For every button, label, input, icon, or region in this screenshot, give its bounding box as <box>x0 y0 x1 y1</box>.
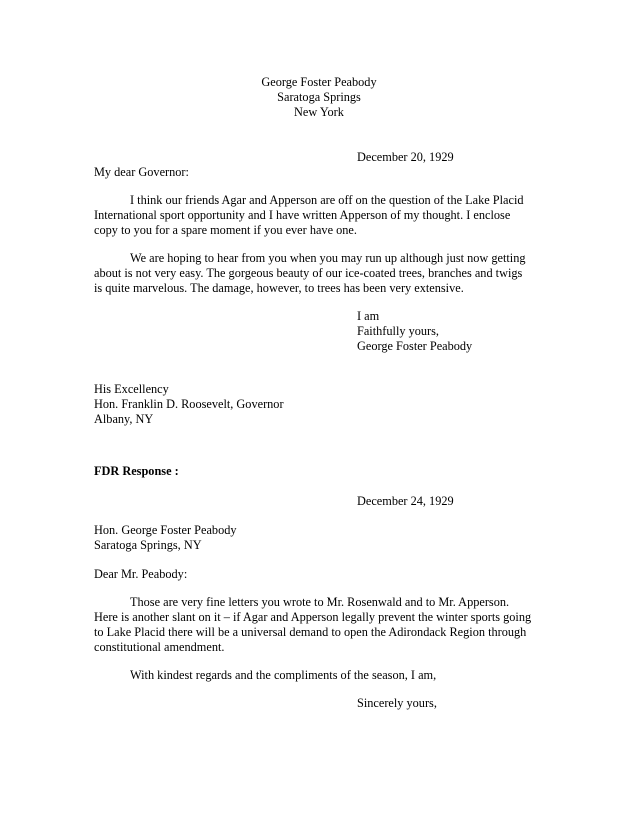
letter-closing-line2: Faithfully yours, <box>357 324 439 338</box>
letter-paragraph1-line1: I think our friends Agar and Apperson are off on the question of the Lake Placid <box>130 193 524 207</box>
response-paragraph1-line3: to Lake Placid there will be a universal demand to open the Adirondack Region through <box>94 625 527 639</box>
response-recipient-line1: Hon. George Foster Peabody <box>94 523 237 537</box>
response-closing: Sincerely yours, <box>357 696 437 710</box>
letter-recipient-line2: Hon. Franklin D. Roosevelt, Governor <box>94 397 284 411</box>
response-date: December 24, 1929 <box>357 494 454 508</box>
letter-paragraph2-line3: is quite marvelous. The damage, however, to trees has been very extensive. <box>94 281 464 295</box>
letterhead-city: Saratoga Springs <box>277 90 361 104</box>
letter-recipient-line3: Albany, NY <box>94 412 154 426</box>
letter-salutation: My dear Governor: <box>94 165 189 179</box>
letterhead-state: New York <box>294 105 344 119</box>
letter-paragraph2-line1: We are hoping to hear from you when you may run up although just now getting <box>130 251 526 265</box>
letter-paragraph1-line2: International sport opportunity and I have written Apperson of my thought. I enclose <box>94 208 511 222</box>
response-heading: FDR Response : <box>94 464 179 478</box>
letter-recipient-line1: His Excellency <box>94 382 169 396</box>
letter-date: December 20, 1929 <box>357 150 454 164</box>
response-paragraph2: With kindest regards and the compliments of the season, I am, <box>130 668 437 682</box>
letterhead-name: George Foster Peabody <box>261 75 377 89</box>
letter-paragraph2-line2: about is not very easy. The gorgeous beauty of our ice-coated trees, branches and twigs <box>94 266 523 280</box>
response-paragraph1-line2: Here is another slant on it – if Agar and Apperson legally prevent the winter sports going <box>94 610 532 624</box>
letter-paragraph1-line3: copy to you for a spare moment if you ever have one. <box>94 223 357 237</box>
response-recipient-line2: Saratoga Springs, NY <box>94 538 202 552</box>
response-paragraph1-line4: constitutional amendment. <box>94 640 225 654</box>
letter-closing-line1: I am <box>357 309 380 323</box>
response-salutation: Dear Mr. Peabody: <box>94 567 188 581</box>
response-paragraph1-line1: Those are very fine letters you wrote to Mr. Rosenwald and to Mr. Apperson. <box>130 595 510 609</box>
letter-signature: George Foster Peabody <box>357 339 473 353</box>
